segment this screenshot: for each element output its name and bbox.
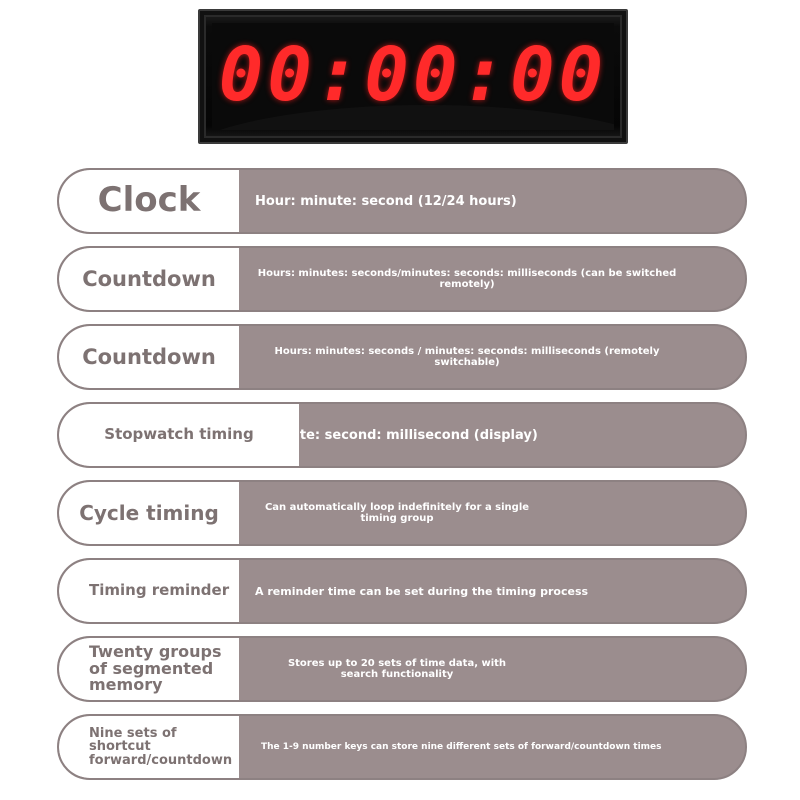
feature-description: Hours: minutes: seconds / minutes: seconds: milliseconds (remotely switchable) [274,346,660,368]
feature-row-timing-reminder [57,558,747,624]
feature-description: A reminder time can be set during the timing process [255,584,589,598]
feature-label: Cycle timing [59,482,239,544]
feature-description: Hour: minute: second (12/24 hours) [255,193,517,209]
feature-description: The 1-9 number keys can store nine different sets of forward/countdown times [261,742,662,752]
feature-label: Countdown [59,326,239,388]
feature-label: Countdown [59,248,239,310]
led-screen [212,23,614,130]
feature-label: Clock [59,170,239,232]
feature-row-stopwatch [57,402,747,468]
feature-label: Twenty groups of segmented memory [59,638,239,700]
feature-label: Timing reminder [59,560,239,622]
led-time-digits: 00:00:00 [218,32,608,118]
led-clock-display [198,9,628,144]
feature-description: Stores up to 20 sets of time data, with search functionality [287,658,507,680]
feature-description: Minute: second: millisecond (display) [264,427,538,443]
feature-label: Nine sets of shortcut forward/countdown [59,716,239,778]
feature-label: Stopwatch timing [59,404,299,466]
feature-description: Hours: minutes: seconds/minutes: seconds: milliseconds (can be switched remotely) [257,268,677,290]
feature-row-countdown-remote [57,324,747,390]
feature-description: Can automatically loop indefinitely for a single timing group [264,502,530,524]
feature-row-segmented-memory [57,636,747,702]
feature-row-shortcut-keys [57,714,747,780]
feature-row-countdown [57,246,747,312]
feature-row-clock [57,168,747,234]
feature-row-cycle-timing [57,480,747,546]
